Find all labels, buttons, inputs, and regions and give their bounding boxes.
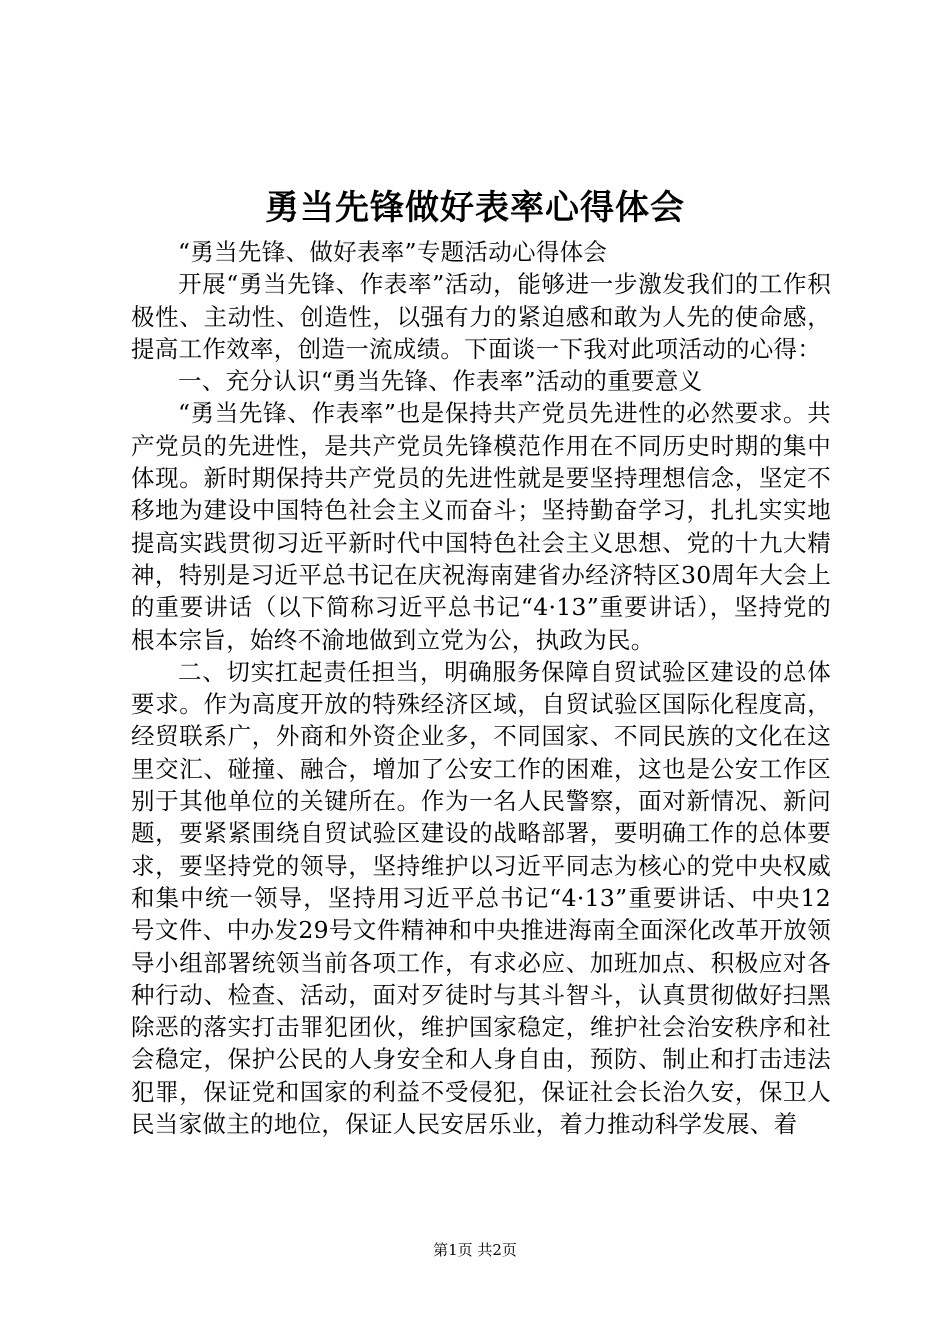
intro-paragraph: 开展“勇当先锋、作表率”活动，能够进一步激发我们的工作积极性、主动性、创造性，以强有力的紧迫感和敢为人先的使命感，提高工作效率，创造一流成绩。下面谈一下我对此项活动的心得： xyxy=(131,270,831,363)
section-heading-1: 一、充分认识“勇当先锋、作表率”活动的重要意义 xyxy=(178,367,703,396)
subtitle-paragraph: “勇当先锋、做好表率”专题活动心得体会 xyxy=(178,238,608,266)
body-paragraph: “勇当先锋、作表率”也是保持共产党员先进性的必然要求。共产党员的先进性，是共产党员先锋模范作用在不同历史时期的集中体现。新时期保持共产党员的先进性就是要坚持理想信念，坚定不移地为建设中国特色社会主义而奋斗；坚持勤奋学习，扎扎实实地提高实践贯彻习近平新时代中国特色社会主义思想、党的十九大精神，特别是习近平总书记在庆祝海南建省办经济特区30周年大会上的重要讲话（以下简称习近平总书记“4·13”重要讲话），坚持党的根本宗旨，始终不渝地做到立党为公，执政为民。 xyxy=(131,399,831,654)
page-number-footer: 第1页 共2页 xyxy=(433,1241,517,1259)
body-paragraph: 二、切实扛起责任担当，明确服务保障自贸试验区建设的总体要求。作为高度开放的特殊经济区域，自贸试验区国际化程度高，经贸联系广，外商和外资企业多，不同国家、不同民族的文化在这里交汇、碰撞、融合，增加了公安工作的困难，这也是公安工作区别于其他单位的关键所在。作为一名人民警察，面对新情况、新问题，要紧紧围绕自贸试验区建设的战略部署，要明确工作的总体要求，要坚持党的领导，坚持维护以习近平同志为核心的党中央权威和集中统一领导，坚持用习近平总书记“4·13”重要讲话、中央12号文件、中办发29号文件精神和中央推进海南全面深化改革开放领导小组部署统领当前各项工作，有求必应、加班加点、积极应对各种行动、检查、活动，面对歹徒时与其斗智斗，认真贯彻做好扫黑除恶的落实打击罪犯团伙，维护国家稳定，维护社会治安秩序和社会稳定，保护公民的人身安全和人身自由，预防、制止和打击违法犯罪，保证党和国家的利益不受侵犯，保证社会长治久安，保卫人民当家做主的地位，保证人民安居乐业，着力推动科学发展、着 xyxy=(131,657,831,1139)
document-body xyxy=(131,236,831,1140)
document-title: 勇当先锋做好表率心得体会 xyxy=(265,188,685,228)
